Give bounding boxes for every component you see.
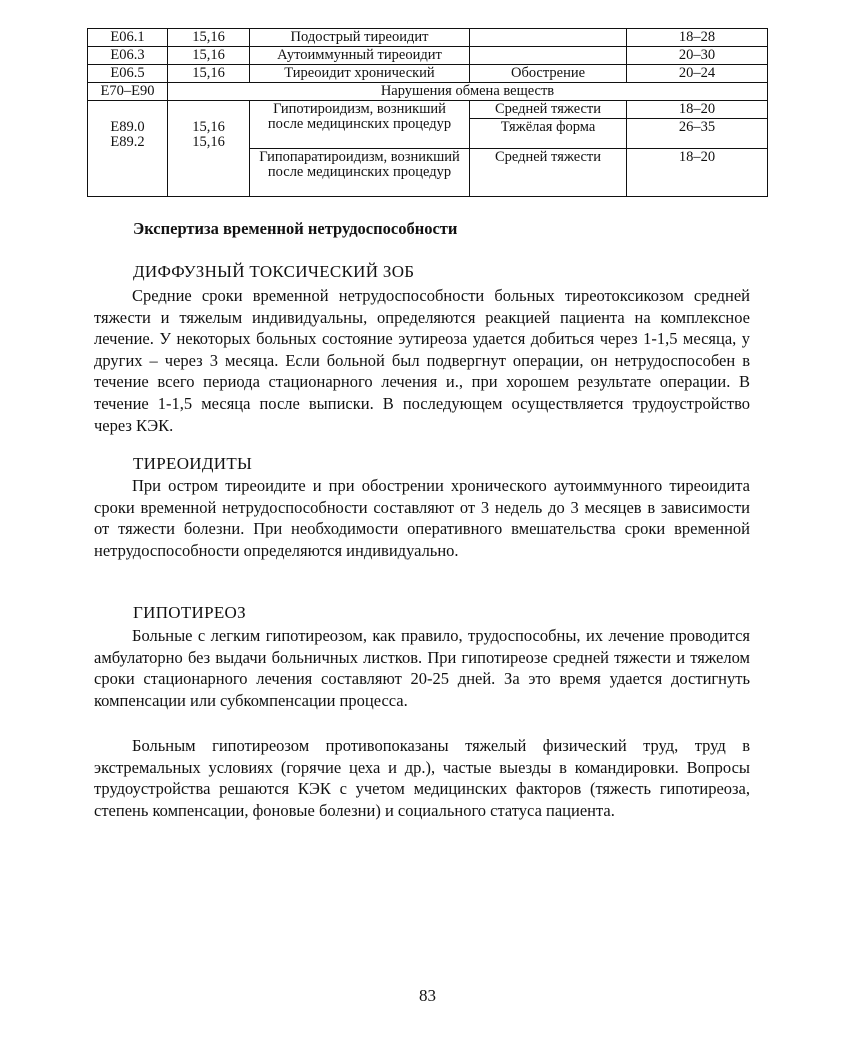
- table-cell-form: [470, 47, 627, 65]
- table-cell-days: [627, 101, 768, 149]
- table-cell-name: Подострый тиреоидит: [250, 29, 470, 47]
- table-cell-group-code: E70–E90: [88, 83, 168, 101]
- days-moderate: 18–20: [627, 101, 767, 119]
- table-row: [88, 47, 768, 65]
- paragraph-goiter: Средние сроки временной нетрудоспособности больных тиреотоксикозом средней тяжести и тяжелым индивидуальны, определяются реакцией пациента на комплексное лечение. У некоторых больных состояние эутиреоза удается добиться через 1-1,5 месяца, у других – через 3 месяца. Если больной был подвергнут операции, он нетрудоспособен в течение всего периода стационарного лечения и., при хорошем результате операции. В течение 1-1,5 месяца после выписки. В последующем осуществляется трудоустройство через КЭК.: [94, 286, 750, 435]
- section-title-goiter: ДИФФУЗНЫЙ ТОКСИЧЕСКИЙ ЗОБ: [133, 262, 415, 281]
- table-cell-reserve: 15,16: [168, 29, 250, 47]
- table-cell-name: Гипопаратироидизм, возникший после медицинских процедур: [250, 149, 470, 197]
- table-cell-name: Аутоиммунный тиреоидит: [250, 47, 470, 65]
- paragraph-hypothyroidism-1: Больные с легким гипотиреозом, как правило, трудоспособны, их лечение проводится амбулаторно без выдачи больничных листков. При гипотиреозе средней тяжести и тяжелом сроки стационарного лечения составляют 20-25 дней. За это время удается достигнуть компенсации или субкомпенсации процесса.: [94, 626, 750, 710]
- table-cell-code: E06.3: [88, 47, 168, 65]
- days-severe: 26–35: [678, 119, 716, 135]
- table-cell-code: E06.1: [88, 29, 168, 47]
- table-cell-codes: [88, 101, 168, 197]
- table-cell-reserve: 15,16: [168, 47, 250, 65]
- table-row: [88, 65, 768, 83]
- table-cell-reserve: 15,16: [168, 65, 250, 83]
- section-heading: Экспертиза временной нетрудоспособности: [133, 219, 458, 238]
- table-cell-group-name: Нарушения обмена веществ: [168, 83, 768, 101]
- table-cell-days: 18–20: [627, 149, 768, 197]
- table-cell-name: Гипотироидизм, возникший после медицинских процедур: [250, 101, 470, 149]
- form-severe: Тяжёлая форма: [500, 119, 596, 135]
- table-cell-form: [470, 29, 627, 47]
- icd-table: [87, 28, 768, 197]
- table-group-row: [88, 83, 768, 101]
- paragraph-thyroiditis: При остром тиреоидите и при обострении хронического аутоиммунного тиреоидита сроки временной нетрудоспособности составляют от 3 недель до 3 месяцев в зависимости от тяжести болезни. При необходимости оперативного вмешательства сроки временной нетрудоспособности определяются индивидуально.: [94, 476, 750, 560]
- table-row: [88, 101, 768, 149]
- table-cell-forms: [470, 101, 627, 149]
- table-cell-form: Обострение: [470, 65, 627, 83]
- table-cell-days: 20–30: [627, 47, 768, 65]
- table-cell-form: Средней тяжести: [470, 149, 627, 197]
- table-cell-days: 18–28: [627, 29, 768, 47]
- code-e89-0: E89.0: [110, 119, 145, 135]
- form-moderate: Средней тяжести: [470, 101, 626, 119]
- table-cell-code: E06.5: [88, 65, 168, 83]
- table-cell-name: Тиреоидит хронический: [250, 65, 470, 83]
- section-title-hypothyroidism: ГИПОТИРЕОЗ: [133, 603, 246, 622]
- reserve-1: 15,16: [192, 119, 225, 135]
- table-row: [88, 29, 768, 47]
- code-e89-2: E89.2: [110, 134, 145, 150]
- table-cell-reserves: [168, 101, 250, 197]
- paragraph-hypothyroidism-2: Больным гипотиреозом противопоказаны тяжелый физический труд, труд в экстремальных условиях (горячие цеха и др.), частые выезды в командировки. Вопросы трудоустройства решаются КЭК с учетом медицинских факторов (тяжесть гипотиреоза, степень компенсации, фоновые болезни) и социального статуса пациента.: [94, 736, 750, 820]
- section-title-thyroiditis: ТИРЕОИДИТЫ: [133, 454, 253, 473]
- page-number: 83: [419, 986, 436, 1005]
- table-cell-days: 20–24: [627, 65, 768, 83]
- reserve-2: 15,16: [192, 134, 225, 150]
